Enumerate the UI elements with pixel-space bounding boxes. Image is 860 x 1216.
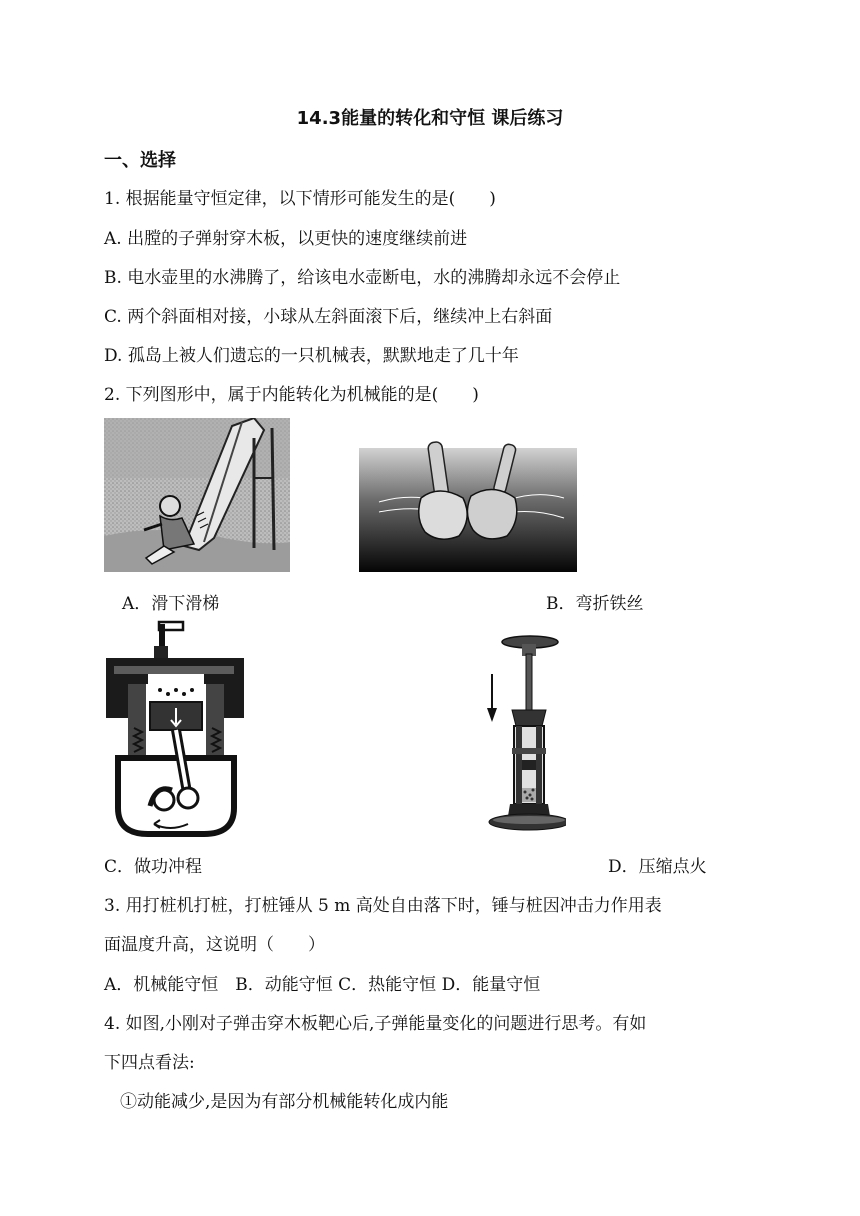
- q3-stem-line1: 3. 用打桩机打桩，打桩锤从 5 m 高处自由落下时，锤与桩因冲击力作用表: [104, 896, 662, 916]
- page-title: 14.3能量的转化和守恒 课后练习: [296, 108, 564, 129]
- caption-b: B．弯折铁丝: [546, 594, 644, 614]
- q4-stem-line1: 4. 如图,小刚对子弹击穿木板靶心后,子弹能量变化的问题进行思考。有如: [104, 1014, 647, 1034]
- q4-view-1: ①动能减少,是因为有部分机械能转化成内能: [120, 1092, 449, 1112]
- q3-stem-line2: 面温度升高，这说明（ ）: [104, 935, 325, 955]
- caption-d: D．压缩点火: [608, 857, 707, 877]
- q1-option-c: C. 两个斜面相对接，小球从左斜面滚下后，继续冲上右斜面: [104, 307, 553, 327]
- q2-stem: 2. 下列图形中，属于内能转化为机械能的是( ): [104, 385, 479, 405]
- q1-option-d: D. 孤岛上被人们遗忘的一只机械表，默默地走了几十年: [104, 346, 519, 366]
- section-heading: 一、选择: [104, 150, 176, 171]
- bending-wire-figure: [359, 438, 577, 572]
- q1-option-a: A. 出膛的子弹射穿木板，以更快的速度继续前进: [104, 229, 468, 249]
- caption-c: C．做功冲程: [104, 857, 203, 877]
- q3-options: A．机械能守恒 B．动能守恒 C．热能守恒 D．能量守恒: [104, 975, 541, 995]
- engine-power-stroke-figure: [104, 618, 250, 840]
- q1-option-b: B. 电水壶里的水沸腾了，给该电水壶断电，水的沸腾却永远不会停止: [104, 268, 621, 288]
- q1-stem: 1. 根据能量守恒定律，以下情形可能发生的是( ): [104, 189, 496, 209]
- compression-ignition-figure: [484, 634, 566, 834]
- caption-a: A．滑下滑梯: [122, 594, 220, 614]
- q4-stem-line2: 下四点看法:: [104, 1053, 195, 1073]
- slide-figure: [104, 418, 290, 572]
